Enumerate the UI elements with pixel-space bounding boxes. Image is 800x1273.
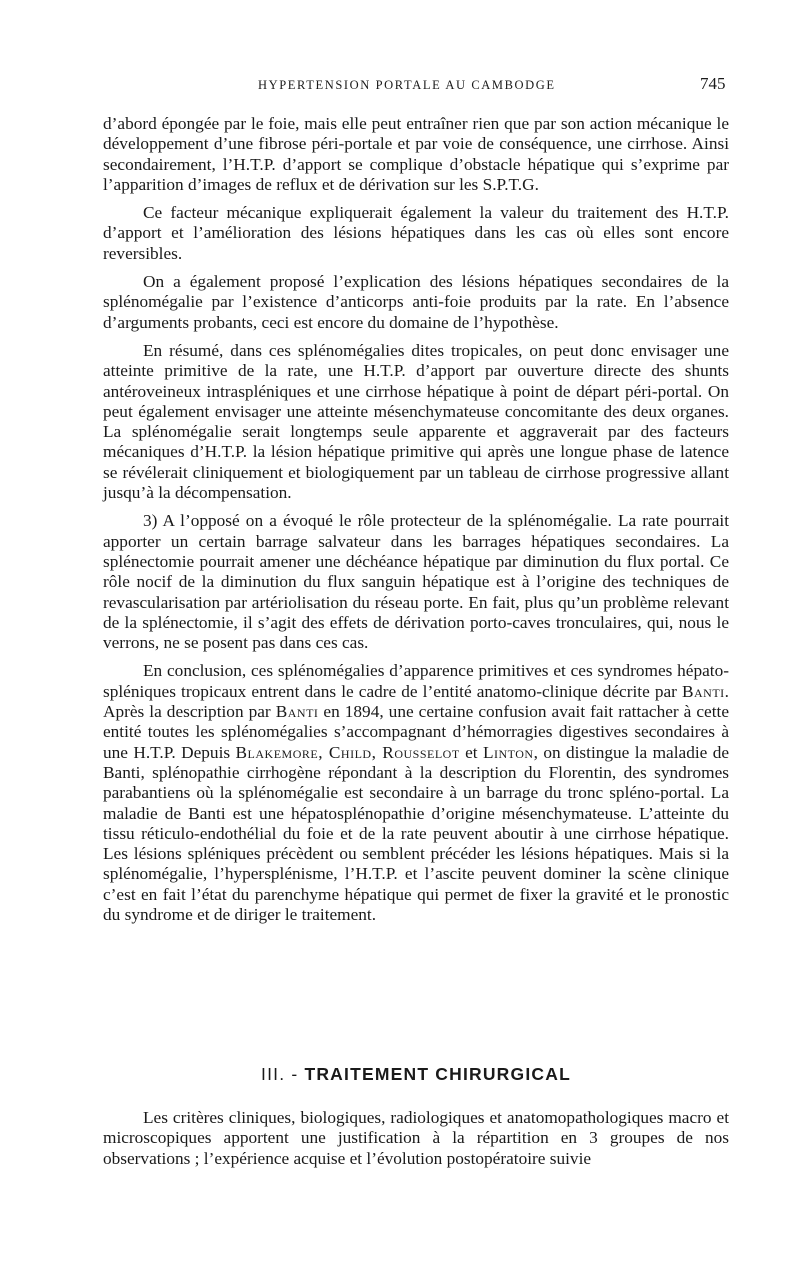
conclusion-text-5: , on distingue la maladie de Banti, splénopathie cirrhogène répondant à la description du Florentin, des syndromes parabantiens où la splénomégalie est secondaire à un barrage du tronc spléno-portal. La maladie de Banti est une hépatosplénopathie d’origine mésenchymateuse. L’atteinte du tissu réticulo-endothélial du foie et de la rate peuvent aboutir à une cirrhose hépatique. Les lésions spléniques précèdent ou semblent précéder les lésions hépatiques. Mais si la splénomégalie, l’hypersplénisme, l’H.T.P. et l’ascite peuvent dominer la scène clinique c’est en fait l’état du parenchyme hépatique qui permet de fixer la gravité et le pronostic du syndrome et de diriger le traitement. — [103, 742, 730, 924]
paragraph-continued: d’abord épongée par le foie, mais elle peut entraîner rien que par son action mécanique le développement d’une fibrose péri-portale et par voie de conséquence, une cirrhose. Ainsi secondairement, l’H.T.P. d’apport se complique d’obstacle hépatique qui s’exprime par l’apparition d’images de reflux et de dérivation sur les S.P.T.G. — [103, 114, 729, 194]
section-number: III. - — [261, 1064, 305, 1084]
running-head: HYPERTENSION PORTALE AU CAMBODGE — [258, 78, 556, 92]
author-linton: Linton — [482, 742, 534, 762]
author-banti-1: Banti — [681, 681, 725, 701]
conclusion-text-3: en 1894, une certaine confusion avait fait rattacher à cette entité toutes les splénomégalies s’accompagnant d’hémorragies digestives secondaires à une H.T.P. Depuis — [103, 702, 729, 762]
conclusion-text-2: . Après la description par — [103, 681, 729, 722]
paragraph-mechanical-factor: Ce facteur mécanique expliquerait également la valeur du traitement des H.T.P. d’apport et l’amélioration des lésions hépatiques dans les cas où elles sont encore reversibles. — [103, 203, 729, 263]
paragraph-antibodies: On a également proposé l’explication des lésions hépatiques secondaires de la splénomégalie par l’existence d’anticorps anti-foie produits par la rate. En l’absence d’arguments probants, ceci est encore du domaine de l’hypothèse. — [103, 272, 729, 332]
conclusion-text-1: En conclusion, ces splénomégalies d’apparence primitives et ces syndromes hépato-spléniques tropicaux entrent dans le cadre de l’entité anatomo-clinique décrite par — [103, 661, 729, 701]
section-body-text — [103, 1108, 729, 1169]
conclusion-text-4: et — [459, 742, 483, 762]
paragraph-criteria: Les critères cliniques, biologiques, radiologiques et anatomopathologiques macro et microscopiques apportent une justification à la répartition en 3 groupes de nos observations ; l’expérience acquise et l’évolution postopératoire suivie — [103, 1108, 729, 1168]
body-text — [103, 114, 729, 933]
paragraph-summary: En résumé, dans ces splénomégalies dites tropicales, on peut donc envisager une atteinte primitive de la rate, une H.T.P. d’apport par ouverture directe des shunts antéroveineux intraspléniques et une cirrhose hépatique à point de départ péri-portal. On peut également envisager une atteinte mésenchymateuse concomitante des deux organes. La splénomégalie serait longtemps seule apparente et aggraverait par des facteurs mécaniques d’H.T.P. la lésion hépatique primitive qui après une longue phase de latence se révélerait cliniquement et biologiquement par un tableau de cirrhose progressive allant jusqu’à la décompensation. — [103, 340, 729, 503]
paragraph-protective-role: 3) A l’opposé on a évoqué le rôle protecteur de la splénomégalie. La rate pourrait apporter un certain barrage salvateur dans les barrages hépatiques secondaires. La splénectomie pourrait amener une déchéance hépatique par diminution du flux portal. Ce rôle nocif de la diminution du flux sanguin hépatique est à l’origine des techniques de revascularisation par artériolisation du réseau porte. En fait, plus qu’un problème relevant de la splénectomie, il s’agit des effets de dérivation porto-caves tronculaires, qui, nous le verrons, ne se posent pas dans ces cas. — [103, 511, 729, 653]
authors-blakemore-child-rousselot: Blakemore, Child, Rousselot — [235, 742, 460, 762]
page-number: 745 — [700, 74, 726, 93]
section-heading — [103, 1064, 729, 1085]
author-banti-2: Banti — [275, 702, 319, 722]
section-title: TRAITEMENT CHIRURGICAL — [304, 1064, 571, 1084]
paragraph-conclusion — [103, 661, 729, 925]
